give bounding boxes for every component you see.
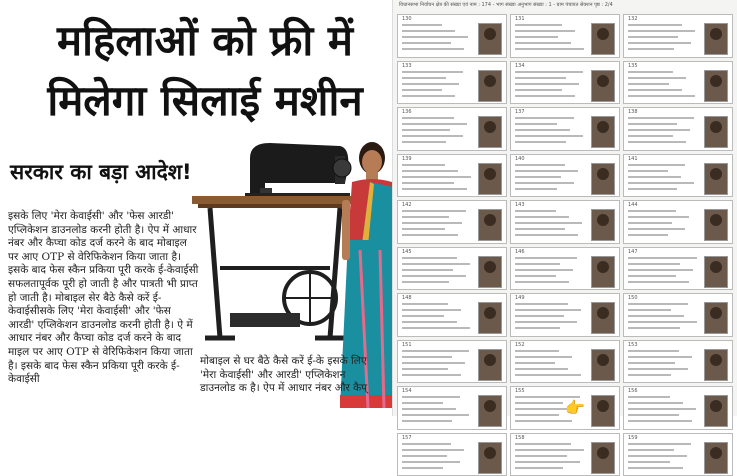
voter-photo [704,395,728,427]
voter-photo [704,163,728,195]
voter-card-number: 138 [628,109,638,115]
voter-card [397,340,507,384]
voter-card-details [402,303,472,333]
voter-photo [704,70,728,102]
voter-card-number: 133 [402,63,412,69]
voter-card [397,247,507,291]
voter-card [397,107,507,151]
voter-photo [704,349,728,381]
voter-photo [591,70,615,102]
voter-photo [591,23,615,55]
voter-card-details [515,210,585,240]
voter-photo [591,209,615,241]
voter-card-details [628,24,698,54]
voter-card [510,14,620,58]
voter-card-number: 158 [515,435,525,441]
voter-card-number: 146 [515,249,525,255]
voter-photo [704,116,728,148]
voter-card-details [402,164,472,194]
voter-card [623,247,733,291]
pointing-hand-icon: 👉 [565,398,585,417]
voter-card-details [515,443,585,473]
voter-card [510,107,620,151]
voter-photo [478,163,502,195]
headline-line-1: महिलाओं को फ्री में [20,20,390,62]
voter-photo [478,116,502,148]
voter-card [623,14,733,58]
voter-card-number: 145 [402,249,412,255]
voter-card-number: 139 [402,156,412,162]
voter-card [510,200,620,244]
voter-photo [591,163,615,195]
voter-photo [591,349,615,381]
voter-card-number: 154 [402,388,412,394]
lower-article-text [200,355,370,396]
voter-photo [704,209,728,241]
voter-photo [704,256,728,288]
voter-card-number: 137 [515,109,525,115]
voter-card-details [515,71,585,101]
voter-card-details [402,350,472,380]
headline-line-2: मिलेगा सिलाई मशीन [20,80,390,122]
voter-card [397,293,507,337]
voter-card-details [515,350,585,380]
voter-card-details [515,257,585,287]
voter-card [623,293,733,337]
voter-photo [478,395,502,427]
voter-card-details [628,164,698,194]
voter-card-details [628,117,698,147]
voter-photo [478,209,502,241]
voter-card [623,433,733,476]
subheadline: सरकार का बड़ा आदेश! [10,158,192,186]
article-paragraph: इसके लिए 'मेरा केवाईसी' और 'फेस आरडी' एप्लिकेशन डाउनलोड करनी होती है। ऐप में आधार नंबर और कैप्चा कोड दर्ज करने के बाद मोबाइल पर आए OTP से वेरिफिकेशन किया जाता है। इसके बाद फेस स्कैन प्रकिया पूरी करके ई-केवाईसी सफलतापूर्वक पूरी हो जाती है और पात्रती भी प्राप्त हो जाती है। मोबाइल सेर बैठे कैसे करें ई-केवाईसीसके लिए 'मेरा केवाईसी' और 'फेस आरडी' एप्लिकेशन डाउनलोड करनी होती है। ऐ में आधार नंबर और कैप्चा कोड दर्ज करने के बाद माइल पर आए OTP से वेरिफिकेशन किया जाता है। इसके बाद फेस स्कैन प्रकिया पूरी करके ई-केवाईसी [8,210,200,387]
article-body [8,210,200,387]
voter-card [623,107,733,151]
voter-card [510,433,620,476]
voter-card-number: 149 [515,295,525,301]
voter-card-details [402,71,472,101]
voter-card-details [515,164,585,194]
voter-card-details [402,257,472,287]
voter-card-details [628,210,698,240]
voter-card [623,61,733,105]
voter-card-number: 134 [515,63,525,69]
voter-card-details [628,303,698,333]
voter-card-number: 130 [402,16,412,22]
voter-photo [478,442,502,474]
voter-card-number: 147 [628,249,638,255]
voter-card [510,61,620,105]
voter-card-details [402,117,472,147]
voter-card [510,154,620,198]
lower-paragraph: मोबाइल से घर बैठे कैसे करें ई-के इसके लिए 'मेरा केवाईसी' और आरडी' एप्लिकेशन डाउनलोड क है। ऐप में आधार नंबर और कैप् [200,355,370,396]
voter-card-number: 141 [628,156,638,162]
voter-card [397,386,507,430]
voter-photo [591,256,615,288]
voter-card-number: 132 [628,16,638,22]
voter-photo [478,349,502,381]
voter-card-number: 142 [402,202,412,208]
voter-card-number: 148 [402,295,412,301]
voter-photo [591,116,615,148]
voter-photo [704,23,728,55]
voter-card-details [628,71,698,101]
voter-card-details [402,443,472,473]
voter-card-details [402,210,472,240]
voter-card [510,293,620,337]
voter-photo [704,302,728,334]
voter-card-number: 151 [402,342,412,348]
voter-card-details [628,257,698,287]
voter-photo [478,256,502,288]
voter-card [397,61,507,105]
voter-card-details [628,396,698,426]
voter-card-details [402,24,472,54]
voter-photo [478,302,502,334]
voter-card-number: 143 [515,202,525,208]
voter-photo [478,70,502,102]
voter-photo [704,442,728,474]
voter-card-number: 157 [402,435,412,441]
voter-card-details [515,24,585,54]
voter-card [623,200,733,244]
voter-card-details [402,396,472,426]
voter-card-number: 156 [628,388,638,394]
voter-card-number: 150 [628,295,638,301]
voter-card [623,386,733,430]
voter-card [397,200,507,244]
voter-card-number: 144 [628,202,638,208]
voter-card-number: 159 [628,435,638,441]
voter-card [397,433,507,476]
voter-card-number: 140 [515,156,525,162]
voter-photo [478,23,502,55]
voter-card-number: 153 [628,342,638,348]
voter-card-number: 131 [515,16,525,22]
voter-card [510,247,620,291]
voter-card-number: 136 [402,109,412,115]
voter-card [397,154,507,198]
voter-card-details [515,303,585,333]
voter-list-header: विधानसभा निर्वाचन क्षेत्र की संख्या एवं नाम : 174 - भाग संख्या अनुभाग संख्या : 1 - ग्राम पंचायत सेक्शन पृष्ठ : 2/4 [399,2,729,8]
voter-card-number: 155 [515,388,525,394]
voter-card-details [628,443,698,473]
voter-card [623,154,733,198]
voter-card-number: 152 [515,342,525,348]
voter-list-document [392,0,737,416]
voter-card [623,340,733,384]
voter-card-details [628,350,698,380]
voter-card [397,14,507,58]
voter-card-details [515,117,585,147]
voter-card [510,340,620,384]
voter-photo [591,395,615,427]
voter-card-number: 135 [628,63,638,69]
voter-photo [591,302,615,334]
voter-photo [591,442,615,474]
